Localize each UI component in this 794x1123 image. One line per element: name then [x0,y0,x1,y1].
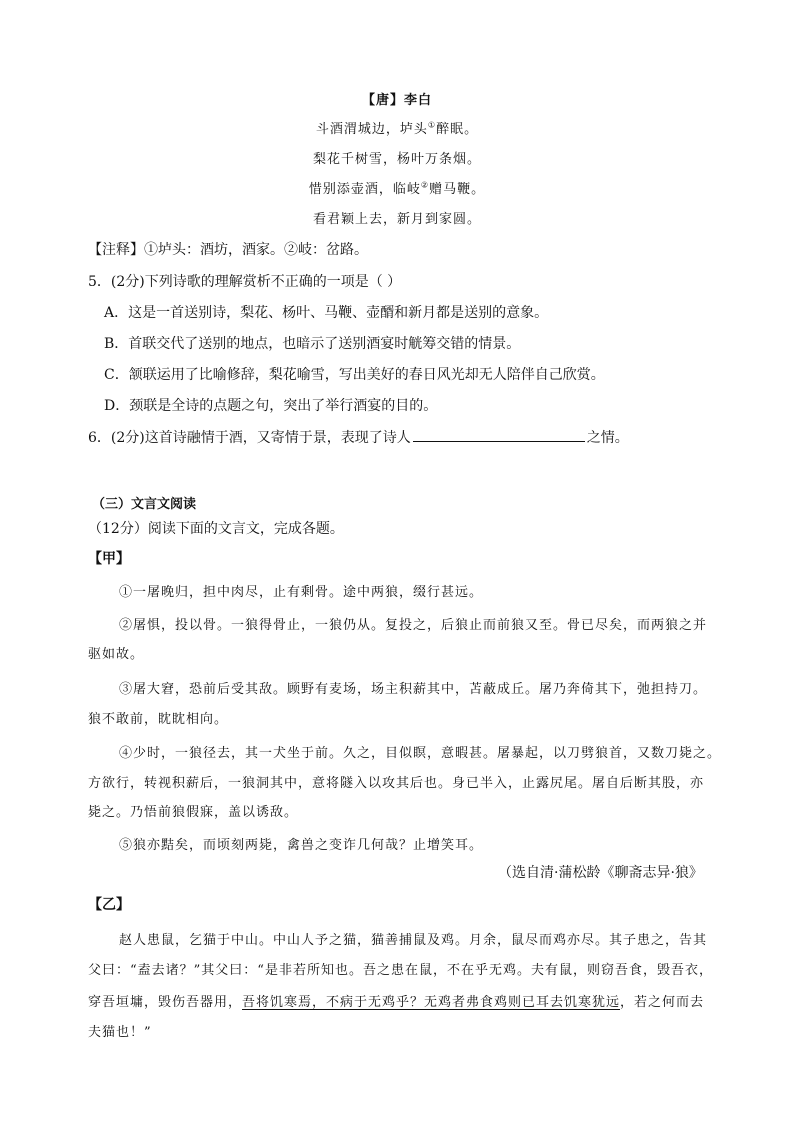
question-6-text-end: 之情。 [586,430,629,446]
underlined-sentence: 吾将饥寒焉，不病于无鸡乎？无鸡者弗食鸡则已耳去饥寒犹远 [242,995,621,1010]
yi-line-3-post: ，若之何而去 [620,995,705,1010]
section-heading: （三）文言文阅读 [92,497,197,512]
yi-line-3-pre: 穿吾垣墉，毁伤吾器用， [88,995,243,1010]
question-6 [88,427,629,447]
source-citation: （选自清·蒲松龄《聊斋志异·狼》 [498,865,703,881]
jia-paragraph-5: ⑤狼亦黠矣，而顷刻两毙，禽兽之变诈几何哉？止增笑耳。 [119,838,484,853]
poem-text: 惜别添壶酒，临岐 [308,182,421,197]
passage-yi-label: 【乙】 [88,897,130,913]
jia-paragraph-2: ②屠惧，投以骨。一狼得骨止，一狼仍从。复投之，后狼止而前狼又至。骨已尽矣，而两狼之并 [119,618,708,633]
question-5-stem: 5．(2分)下列诗歌的理解赏析不正确的一项是（ ） [88,274,402,290]
jia-paragraph-1: ①一屠晚归，担中肉尽，止有剩骨。途中两狼，缀行甚远。 [119,585,484,600]
note-mark: ② [420,180,430,190]
poem-line-3 [0,178,794,197]
section-intro: （12分）阅读下面的文言文，完成各题。 [88,521,344,537]
yi-line-2: 父曰：“盍去诸？”其父曰：“是非若所知也。吾之患在鼠，不在乎无鸡。夫有鼠，则窃吾食，毁吾衣， [88,963,713,978]
jia-paragraph-3-cont: 狼不敢前，眈眈相向。 [88,712,229,727]
jia-paragraph-4-cont1: 方欲行，转视积薪后，一狼洞其中，意将隧入以攻其后也。身已半入，止露尻尾。屠自后断其股，亦 [88,776,705,791]
passage-jia-label: 【甲】 [88,551,130,567]
poem-title: 【唐】李白 [361,93,432,108]
poem-text: 赠马鞭。 [429,182,486,197]
jia-paragraph-4: ④少时，一狼径去，其一犬坐于前。久之，目似瞑，意暇甚。屠暴起，以刀劈狼首，又数刀毙之。 [119,746,722,761]
jia-paragraph-3: ③屠大窘，恐前后受其敌。顾野有麦场，场主积薪其中，苫蔽成丘。屠乃奔倚其下，弛担持刀。 [119,682,708,697]
answer-blank[interactable] [413,428,585,442]
question-6-text: 6．(2分)这首诗融情于酒，又寄情于景，表现了诗人 [88,430,411,446]
poem-line-2: 梨花千树雪，杨叶万条烟。 [312,152,481,167]
yi-line-3 [88,991,704,1010]
poem-line-1 [0,118,794,137]
jia-paragraph-4-cont2: 毙之。乃悟前狼假寐，盖以诱敌。 [88,805,299,820]
option-a: A．这是一首送别诗，梨花、杨叶、马鞭、壶醑和新月都是送别的意象。 [104,305,549,321]
poem-note: 【注释】①垆头：酒坊，酒家。②岐：岔路。 [88,242,368,258]
option-d: D．颈联是全诗的点题之句，突出了举行酒宴的目的。 [104,398,438,414]
note-mark: ① [427,120,437,130]
option-b: B．首联交代了送别的地点，也暗示了送别酒宴时觥筹交错的情景。 [104,336,521,352]
yi-line-1: 赵人患鼠，乞猫于中山。中山人予之猫，猫善捕鼠及鸡。月余，鼠尽而鸡亦尽。其子患之，告其 [119,933,708,948]
yi-line-4: 夫猫也！” [88,1025,152,1040]
poem-text: 醉眠。 [436,122,479,137]
jia-paragraph-2-cont: 驱如故。 [88,647,145,662]
poem-line-4: 看君颖上去，新月到家圆。 [312,212,481,227]
poem-text: 斗酒渭城边，垆头 [315,122,428,137]
option-c: C．颔联运用了比喻修辞，梨花喻雪，写出美好的春日风光却无人陪伴自己欣赏。 [104,367,605,383]
